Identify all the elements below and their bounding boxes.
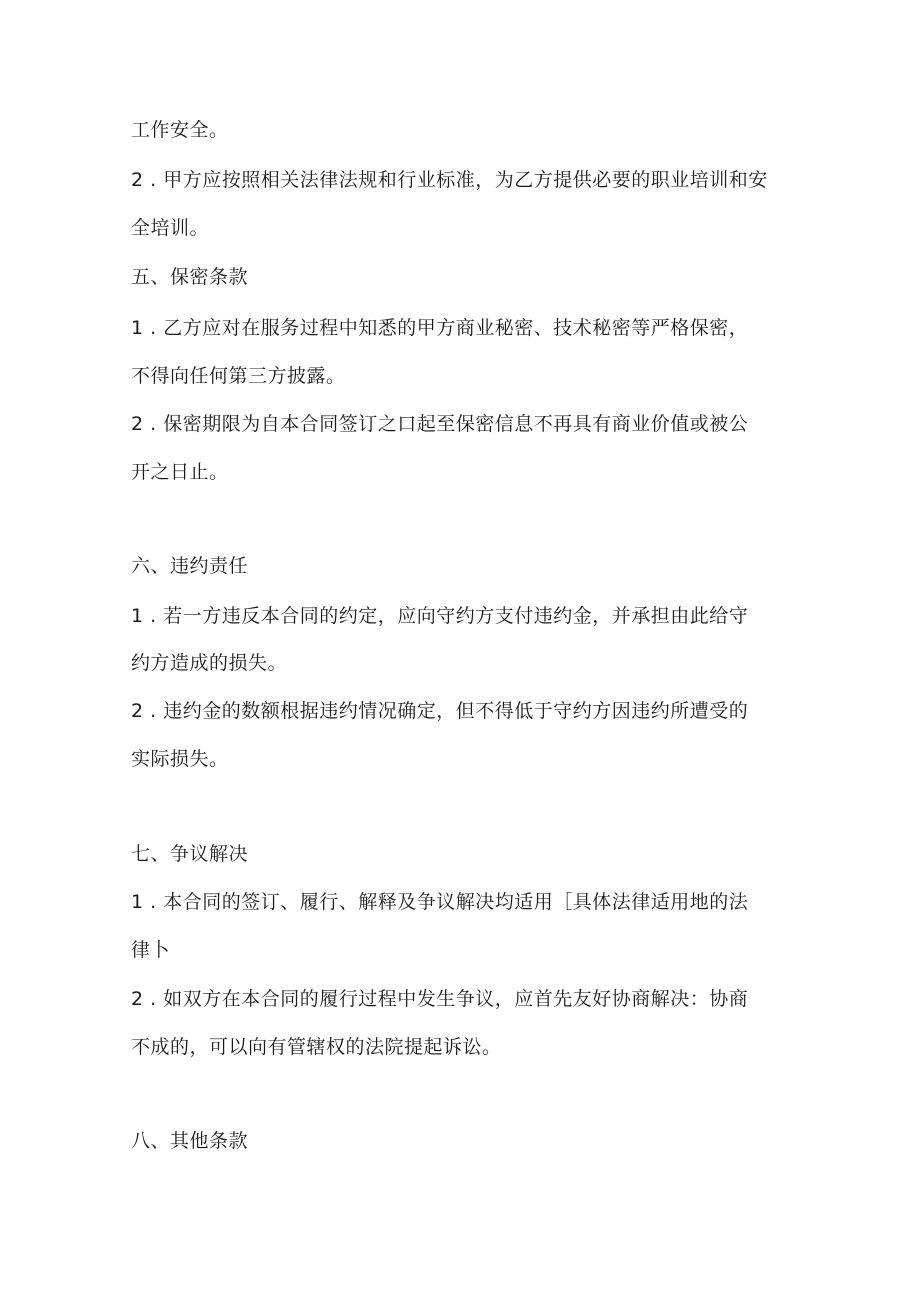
text-line: 开之日止。	[131, 461, 229, 483]
clause-item: 1 . 若一方违反本合同的约定，应向守约方支付违约金，并承担由此给守	[131, 605, 749, 627]
text-line: 不得向任何第三方披露。	[131, 365, 346, 387]
clause-item: 1 . 乙方应对在服务过程中知悉的甲方商业秘密、技术秘密等严格保密，	[131, 317, 749, 339]
clause-item: 2 . 保密期限为自本合同签订之口起至保密信息不再具有商业价值或被公	[131, 413, 749, 435]
text-line: 约方造成的损失。	[131, 652, 288, 674]
text-line: 工作安全。	[131, 119, 229, 141]
text-line: 全培训。	[131, 217, 210, 239]
section-heading: 七、争议解决	[131, 843, 249, 865]
clause-item: 2 . 甲方应按照相关法律法规和行业标准，为乙方提供必要的职业培训和安	[131, 169, 768, 191]
section-heading: 六、违约责任	[131, 555, 249, 577]
text-line: 不成的，可以向有管辖权的法院提起诉讼。	[131, 1036, 502, 1058]
clause-item: 1 . 本合同的签订、履行、解释及争议解决均适用［具体法律适用地的法	[131, 891, 749, 913]
text-line: 实际损失。	[131, 748, 229, 770]
clause-item: 2 . 如双方在本合同的履行过程中发生争议，应首先友好协商解决：协商	[131, 988, 749, 1010]
text-line: 律卜	[131, 939, 171, 961]
section-heading: 五、保密条款	[131, 266, 249, 288]
clause-item: 2 . 违约金的数额根据违约情况确定，但不得低于守约方因违约所遭受的	[131, 700, 749, 722]
section-heading: 八、其他条款	[131, 1130, 249, 1152]
